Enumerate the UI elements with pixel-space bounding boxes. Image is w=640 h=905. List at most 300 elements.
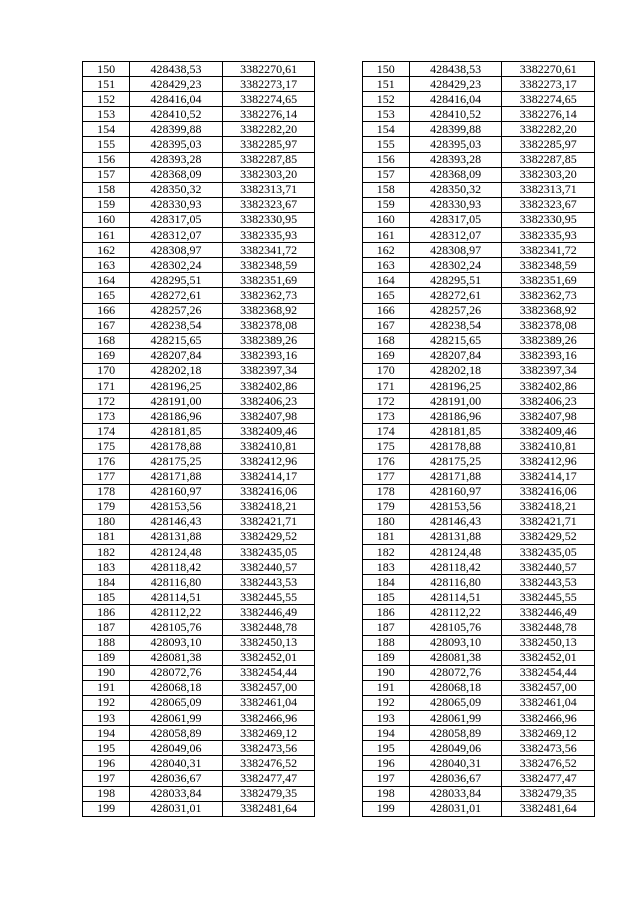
left-y-coordinate-cell: 3382323,67 (222, 197, 315, 212)
right-point-number-cell: 150 (362, 62, 409, 77)
left-y-coordinate-cell: 3382461,04 (222, 695, 315, 710)
left-x-coordinate-cell: 428068,18 (130, 680, 223, 695)
table-row (83, 680, 595, 695)
right-x-coordinate-cell: 428202,18 (409, 363, 502, 378)
spacer-cell (315, 590, 362, 605)
left-x-coordinate-cell: 428114,51 (130, 590, 223, 605)
right-point-number-cell: 193 (362, 711, 409, 726)
right-y-coordinate-cell: 3382393,16 (502, 348, 595, 363)
left-point-number-cell: 168 (83, 333, 130, 348)
right-point-number-cell: 164 (362, 273, 409, 288)
right-point-number-cell: 196 (362, 756, 409, 771)
right-x-coordinate-cell: 428124,48 (409, 545, 502, 560)
right-point-number-cell: 158 (362, 182, 409, 197)
table-row (83, 77, 595, 92)
left-y-coordinate-cell: 3382409,46 (222, 424, 315, 439)
table-row (83, 288, 595, 303)
left-y-coordinate-cell: 3382479,35 (222, 786, 315, 801)
table-row (83, 741, 595, 756)
right-point-number-cell: 154 (362, 122, 409, 137)
left-point-number-cell: 174 (83, 424, 130, 439)
left-point-number-cell: 150 (83, 62, 130, 77)
right-point-number-cell: 197 (362, 771, 409, 786)
left-x-coordinate-cell: 428058,89 (130, 726, 223, 741)
table-row (83, 258, 595, 273)
left-x-coordinate-cell: 428257,26 (130, 303, 223, 318)
table-row (83, 318, 595, 333)
left-x-coordinate-cell: 428438,53 (130, 62, 223, 77)
right-point-number-cell: 192 (362, 695, 409, 710)
right-y-coordinate-cell: 3382418,21 (502, 499, 595, 514)
table-row (83, 620, 595, 635)
right-x-coordinate-cell: 428215,65 (409, 333, 502, 348)
table-row (83, 62, 595, 77)
right-y-coordinate-cell: 3382446,49 (502, 605, 595, 620)
left-y-coordinate-cell: 3382285,97 (222, 137, 315, 152)
right-x-coordinate-cell: 428395,03 (409, 137, 502, 152)
table-row (83, 394, 595, 409)
table-row (83, 514, 595, 529)
left-y-coordinate-cell: 3382450,13 (222, 635, 315, 650)
left-y-coordinate-cell: 3382330,95 (222, 212, 315, 227)
right-y-coordinate-cell: 3382276,14 (502, 107, 595, 122)
left-y-coordinate-cell: 3382466,96 (222, 711, 315, 726)
table-row (83, 484, 595, 499)
left-y-coordinate-cell: 3382435,05 (222, 545, 315, 560)
left-point-number-cell: 170 (83, 363, 130, 378)
left-point-number-cell: 176 (83, 454, 130, 469)
table-row (83, 378, 595, 393)
right-x-coordinate-cell: 428330,93 (409, 197, 502, 212)
right-point-number-cell: 156 (362, 152, 409, 167)
right-point-number-cell: 166 (362, 303, 409, 318)
left-point-number-cell: 171 (83, 378, 130, 393)
right-x-coordinate-cell: 428175,25 (409, 454, 502, 469)
left-x-coordinate-cell: 428207,84 (130, 348, 223, 363)
right-point-number-cell: 162 (362, 243, 409, 258)
left-point-number-cell: 181 (83, 529, 130, 544)
spacer-cell (315, 726, 362, 741)
right-point-number-cell: 181 (362, 529, 409, 544)
spacer-cell (315, 228, 362, 243)
right-y-coordinate-cell: 3382330,95 (502, 212, 595, 227)
right-x-coordinate-cell: 428272,61 (409, 288, 502, 303)
left-point-number-cell: 151 (83, 77, 130, 92)
left-point-number-cell: 190 (83, 665, 130, 680)
right-x-coordinate-cell: 428153,56 (409, 499, 502, 514)
right-point-number-cell: 168 (362, 333, 409, 348)
right-x-coordinate-cell: 428049,06 (409, 741, 502, 756)
left-x-coordinate-cell: 428178,88 (130, 439, 223, 454)
left-y-coordinate-cell: 3382282,20 (222, 122, 315, 137)
spacer-cell (315, 469, 362, 484)
left-y-coordinate-cell: 3382273,17 (222, 77, 315, 92)
right-y-coordinate-cell: 3382313,71 (502, 182, 595, 197)
spacer-cell (315, 333, 362, 348)
table-row (83, 454, 595, 469)
spacer-cell (315, 771, 362, 786)
left-y-coordinate-cell: 3382335,93 (222, 228, 315, 243)
table-row (83, 167, 595, 182)
table-row (83, 711, 595, 726)
left-point-number-cell: 178 (83, 484, 130, 499)
left-x-coordinate-cell: 428215,65 (130, 333, 223, 348)
left-x-coordinate-cell: 428295,51 (130, 273, 223, 288)
left-x-coordinate-cell: 428308,97 (130, 243, 223, 258)
table-row (83, 182, 595, 197)
left-x-coordinate-cell: 428393,28 (130, 152, 223, 167)
right-y-coordinate-cell: 3382469,12 (502, 726, 595, 741)
left-y-coordinate-cell: 3382389,26 (222, 333, 315, 348)
right-x-coordinate-cell: 428171,88 (409, 469, 502, 484)
right-y-coordinate-cell: 3382440,57 (502, 560, 595, 575)
left-point-number-cell: 192 (83, 695, 130, 710)
table-row (83, 439, 595, 454)
table-row (83, 590, 595, 605)
left-point-number-cell: 184 (83, 575, 130, 590)
right-x-coordinate-cell: 428191,00 (409, 394, 502, 409)
table-row (83, 348, 595, 363)
left-y-coordinate-cell: 3382440,57 (222, 560, 315, 575)
table-row (83, 122, 595, 137)
spacer-cell (315, 575, 362, 590)
left-x-coordinate-cell: 428395,03 (130, 137, 223, 152)
left-x-coordinate-cell: 428186,96 (130, 409, 223, 424)
table-row (83, 650, 595, 665)
left-point-number-cell: 163 (83, 258, 130, 273)
left-y-coordinate-cell: 3382418,21 (222, 499, 315, 514)
right-y-coordinate-cell: 3382454,44 (502, 665, 595, 680)
right-y-coordinate-cell: 3382457,00 (502, 680, 595, 695)
right-point-number-cell: 191 (362, 680, 409, 695)
right-point-number-cell: 183 (362, 560, 409, 575)
left-x-coordinate-cell: 428312,07 (130, 228, 223, 243)
left-x-coordinate-cell: 428429,23 (130, 77, 223, 92)
table-row (83, 605, 595, 620)
coordinate-table (82, 61, 595, 817)
right-point-number-cell: 179 (362, 499, 409, 514)
right-x-coordinate-cell: 428410,52 (409, 107, 502, 122)
right-point-number-cell: 188 (362, 635, 409, 650)
table-row (83, 363, 595, 378)
left-x-coordinate-cell: 428171,88 (130, 469, 223, 484)
table-row (83, 635, 595, 650)
right-x-coordinate-cell: 428112,22 (409, 605, 502, 620)
left-y-coordinate-cell: 3382276,14 (222, 107, 315, 122)
left-x-coordinate-cell: 428272,61 (130, 288, 223, 303)
table-row (83, 801, 595, 816)
right-y-coordinate-cell: 3382351,69 (502, 273, 595, 288)
spacer-cell (315, 363, 362, 378)
right-x-coordinate-cell: 428308,97 (409, 243, 502, 258)
right-point-number-cell: 173 (362, 409, 409, 424)
left-point-number-cell: 166 (83, 303, 130, 318)
left-x-coordinate-cell: 428118,42 (130, 560, 223, 575)
right-y-coordinate-cell: 3382368,92 (502, 303, 595, 318)
left-x-coordinate-cell: 428036,67 (130, 771, 223, 786)
right-x-coordinate-cell: 428160,97 (409, 484, 502, 499)
right-x-coordinate-cell: 428257,26 (409, 303, 502, 318)
table-row (83, 756, 595, 771)
spacer-cell (315, 620, 362, 635)
left-point-number-cell: 161 (83, 228, 130, 243)
left-x-coordinate-cell: 428153,56 (130, 499, 223, 514)
right-y-coordinate-cell: 3382443,53 (502, 575, 595, 590)
table-row (83, 726, 595, 741)
right-x-coordinate-cell: 428081,38 (409, 650, 502, 665)
left-y-coordinate-cell: 3382393,16 (222, 348, 315, 363)
left-x-coordinate-cell: 428116,80 (130, 575, 223, 590)
left-x-coordinate-cell: 428191,00 (130, 394, 223, 409)
right-y-coordinate-cell: 3382450,13 (502, 635, 595, 650)
right-point-number-cell: 161 (362, 228, 409, 243)
left-x-coordinate-cell: 428146,43 (130, 514, 223, 529)
left-y-coordinate-cell: 3382457,00 (222, 680, 315, 695)
right-point-number-cell: 180 (362, 514, 409, 529)
spacer-cell (315, 197, 362, 212)
left-x-coordinate-cell: 428302,24 (130, 258, 223, 273)
left-x-coordinate-cell: 428317,05 (130, 212, 223, 227)
spacer-cell (315, 167, 362, 182)
right-point-number-cell: 171 (362, 378, 409, 393)
left-y-coordinate-cell: 3382378,08 (222, 318, 315, 333)
left-x-coordinate-cell: 428112,22 (130, 605, 223, 620)
right-y-coordinate-cell: 3382362,73 (502, 288, 595, 303)
right-y-coordinate-cell: 3382476,52 (502, 756, 595, 771)
left-y-coordinate-cell: 3382416,06 (222, 484, 315, 499)
left-y-coordinate-cell: 3382397,34 (222, 363, 315, 378)
right-point-number-cell: 186 (362, 605, 409, 620)
left-y-coordinate-cell: 3382406,23 (222, 394, 315, 409)
right-point-number-cell: 153 (362, 107, 409, 122)
left-y-coordinate-cell: 3382287,85 (222, 152, 315, 167)
left-point-number-cell: 197 (83, 771, 130, 786)
right-y-coordinate-cell: 3382397,34 (502, 363, 595, 378)
spacer-cell (315, 650, 362, 665)
left-y-coordinate-cell: 3382421,71 (222, 514, 315, 529)
right-y-coordinate-cell: 3382473,56 (502, 741, 595, 756)
left-y-coordinate-cell: 3382407,98 (222, 409, 315, 424)
left-x-coordinate-cell: 428181,85 (130, 424, 223, 439)
right-x-coordinate-cell: 428302,24 (409, 258, 502, 273)
right-x-coordinate-cell: 428438,53 (409, 62, 502, 77)
right-x-coordinate-cell: 428118,42 (409, 560, 502, 575)
spacer-cell (315, 258, 362, 273)
table-row (83, 197, 595, 212)
left-point-number-cell: 173 (83, 409, 130, 424)
right-point-number-cell: 152 (362, 92, 409, 107)
right-x-coordinate-cell: 428061,99 (409, 711, 502, 726)
right-x-coordinate-cell: 428033,84 (409, 786, 502, 801)
right-y-coordinate-cell: 3382414,17 (502, 469, 595, 484)
left-y-coordinate-cell: 3382274,65 (222, 92, 315, 107)
right-y-coordinate-cell: 3382389,26 (502, 333, 595, 348)
table-row (83, 665, 595, 680)
spacer-cell (315, 529, 362, 544)
right-point-number-cell: 189 (362, 650, 409, 665)
right-y-coordinate-cell: 3382479,35 (502, 786, 595, 801)
left-point-number-cell: 195 (83, 741, 130, 756)
left-x-coordinate-cell: 428160,97 (130, 484, 223, 499)
right-y-coordinate-cell: 3382416,06 (502, 484, 595, 499)
right-point-number-cell: 190 (362, 665, 409, 680)
right-point-number-cell: 176 (362, 454, 409, 469)
left-x-coordinate-cell: 428061,99 (130, 711, 223, 726)
table-row (83, 695, 595, 710)
left-x-coordinate-cell: 428350,32 (130, 182, 223, 197)
left-y-coordinate-cell: 3382348,59 (222, 258, 315, 273)
right-point-number-cell: 182 (362, 545, 409, 560)
left-x-coordinate-cell: 428049,06 (130, 741, 223, 756)
right-point-number-cell: 184 (362, 575, 409, 590)
right-point-number-cell: 169 (362, 348, 409, 363)
spacer-cell (315, 409, 362, 424)
right-y-coordinate-cell: 3382435,05 (502, 545, 595, 560)
coordinate-table-body (83, 62, 595, 817)
right-y-coordinate-cell: 3382341,72 (502, 243, 595, 258)
left-point-number-cell: 165 (83, 288, 130, 303)
table-row (83, 499, 595, 514)
left-x-coordinate-cell: 428399,88 (130, 122, 223, 137)
table-row (83, 107, 595, 122)
left-x-coordinate-cell: 428416,04 (130, 92, 223, 107)
left-x-coordinate-cell: 428033,84 (130, 786, 223, 801)
left-point-number-cell: 182 (83, 545, 130, 560)
left-y-coordinate-cell: 3382412,96 (222, 454, 315, 469)
left-y-coordinate-cell: 3382477,47 (222, 771, 315, 786)
table-row (83, 545, 595, 560)
left-point-number-cell: 162 (83, 243, 130, 258)
left-x-coordinate-cell: 428202,18 (130, 363, 223, 378)
left-x-coordinate-cell: 428065,09 (130, 695, 223, 710)
right-y-coordinate-cell: 3382406,23 (502, 394, 595, 409)
right-y-coordinate-cell: 3382348,59 (502, 258, 595, 273)
right-y-coordinate-cell: 3382285,97 (502, 137, 595, 152)
spacer-cell (315, 665, 362, 680)
left-point-number-cell: 153 (83, 107, 130, 122)
table-row (83, 469, 595, 484)
left-x-coordinate-cell: 428131,88 (130, 529, 223, 544)
spacer-cell (315, 484, 362, 499)
right-y-coordinate-cell: 3382481,64 (502, 801, 595, 816)
right-point-number-cell: 155 (362, 137, 409, 152)
right-y-coordinate-cell: 3382452,01 (502, 650, 595, 665)
left-y-coordinate-cell: 3382402,86 (222, 378, 315, 393)
right-x-coordinate-cell: 428114,51 (409, 590, 502, 605)
left-x-coordinate-cell: 428040,31 (130, 756, 223, 771)
table-row (83, 243, 595, 258)
left-y-coordinate-cell: 3382476,52 (222, 756, 315, 771)
right-x-coordinate-cell: 428207,84 (409, 348, 502, 363)
left-y-coordinate-cell: 3382443,53 (222, 575, 315, 590)
right-x-coordinate-cell: 428181,85 (409, 424, 502, 439)
left-y-coordinate-cell: 3382410,81 (222, 439, 315, 454)
left-x-coordinate-cell: 428124,48 (130, 545, 223, 560)
left-point-number-cell: 196 (83, 756, 130, 771)
table-row (83, 228, 595, 243)
right-x-coordinate-cell: 428295,51 (409, 273, 502, 288)
spacer-cell (315, 635, 362, 650)
spacer-cell (315, 303, 362, 318)
left-y-coordinate-cell: 3382362,73 (222, 288, 315, 303)
spacer-cell (315, 77, 362, 92)
spacer-cell (315, 605, 362, 620)
right-x-coordinate-cell: 428312,07 (409, 228, 502, 243)
left-point-number-cell: 189 (83, 650, 130, 665)
left-x-coordinate-cell: 428081,38 (130, 650, 223, 665)
left-y-coordinate-cell: 3382313,71 (222, 182, 315, 197)
spacer-cell (315, 288, 362, 303)
right-x-coordinate-cell: 428093,10 (409, 635, 502, 650)
spacer-cell (315, 786, 362, 801)
left-point-number-cell: 194 (83, 726, 130, 741)
right-y-coordinate-cell: 3382378,08 (502, 318, 595, 333)
right-y-coordinate-cell: 3382448,78 (502, 620, 595, 635)
left-y-coordinate-cell: 3382429,52 (222, 529, 315, 544)
spacer-cell (315, 545, 362, 560)
spacer-cell (315, 122, 362, 137)
left-x-coordinate-cell: 428105,76 (130, 620, 223, 635)
left-point-number-cell: 158 (83, 182, 130, 197)
right-y-coordinate-cell: 3382287,85 (502, 152, 595, 167)
left-x-coordinate-cell: 428031,01 (130, 801, 223, 816)
right-y-coordinate-cell: 3382477,47 (502, 771, 595, 786)
left-y-coordinate-cell: 3382368,92 (222, 303, 315, 318)
left-y-coordinate-cell: 3382446,49 (222, 605, 315, 620)
spacer-cell (315, 107, 362, 122)
spacer-cell (315, 212, 362, 227)
left-x-coordinate-cell: 428410,52 (130, 107, 223, 122)
right-point-number-cell: 174 (362, 424, 409, 439)
table-row (83, 273, 595, 288)
right-point-number-cell: 163 (362, 258, 409, 273)
spacer-cell (315, 499, 362, 514)
left-point-number-cell: 180 (83, 514, 130, 529)
left-y-coordinate-cell: 3382341,72 (222, 243, 315, 258)
right-y-coordinate-cell: 3382466,96 (502, 711, 595, 726)
right-point-number-cell: 185 (362, 590, 409, 605)
right-point-number-cell: 157 (362, 167, 409, 182)
right-x-coordinate-cell: 428317,05 (409, 212, 502, 227)
table-row (83, 560, 595, 575)
right-x-coordinate-cell: 428350,32 (409, 182, 502, 197)
right-x-coordinate-cell: 428072,76 (409, 665, 502, 680)
right-x-coordinate-cell: 428368,09 (409, 167, 502, 182)
right-x-coordinate-cell: 428399,88 (409, 122, 502, 137)
table-row (83, 303, 595, 318)
left-x-coordinate-cell: 428072,76 (130, 665, 223, 680)
right-point-number-cell: 199 (362, 801, 409, 816)
left-point-number-cell: 185 (83, 590, 130, 605)
table-row (83, 409, 595, 424)
right-y-coordinate-cell: 3382429,52 (502, 529, 595, 544)
spacer-cell (315, 514, 362, 529)
right-x-coordinate-cell: 428040,31 (409, 756, 502, 771)
right-x-coordinate-cell: 428416,04 (409, 92, 502, 107)
right-point-number-cell: 160 (362, 212, 409, 227)
spacer-cell (315, 152, 362, 167)
left-point-number-cell: 154 (83, 122, 130, 137)
left-point-number-cell: 160 (83, 212, 130, 227)
right-point-number-cell: 187 (362, 620, 409, 635)
left-point-number-cell: 172 (83, 394, 130, 409)
spacer-cell (315, 454, 362, 469)
table-row (83, 424, 595, 439)
table-row (83, 212, 595, 227)
right-x-coordinate-cell: 428105,76 (409, 620, 502, 635)
right-y-coordinate-cell: 3382412,96 (502, 454, 595, 469)
spacer-cell (315, 182, 362, 197)
